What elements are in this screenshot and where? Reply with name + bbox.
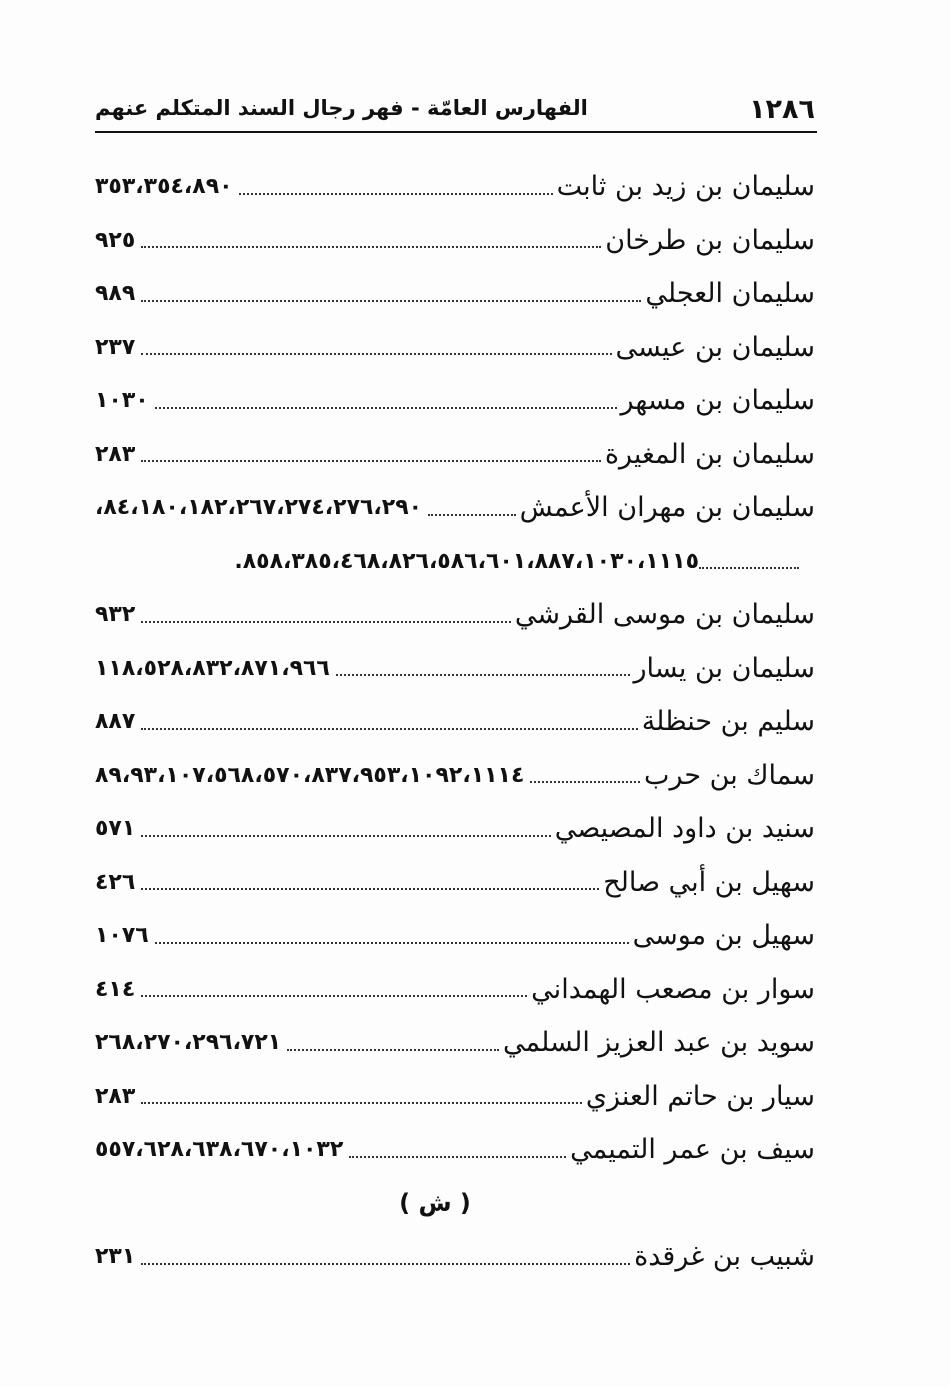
entry-pages: ٨٥٨،٣٨٥،٤٦٨،٨٢٦،٥٨٦،٦٠١،٨٨٧،١٠٣٠،١١١٥.	[234, 548, 699, 574]
entry-pages: ٥٥٧،٦٢٨،٦٣٨،٦٧٠،١٠٣٢	[95, 1137, 344, 1163]
entry-name: سليمان بن عيسى	[615, 331, 815, 363]
entry-pages: ٣٥٣،٣٥٤،٨٩٠	[95, 174, 233, 200]
dot-leader	[141, 460, 601, 462]
entry-name: سيف بن عمر التميمي	[570, 1134, 815, 1166]
entry-pages: ٩٨٩	[95, 281, 136, 307]
entry-name: سويد بن عبد العزيز السلمي	[502, 1027, 815, 1059]
entry-name: سليمان بن المغيرة	[604, 438, 815, 470]
entry-name: سهيل بن أبي صالح	[603, 866, 815, 898]
entry-name: سهيل بن موسى	[632, 920, 815, 952]
entry-name: سنيد بن داود المصيصي	[554, 813, 815, 845]
entry-pages: ٩٢٥	[95, 227, 136, 253]
entry-pages: ٤٢٦	[95, 869, 136, 895]
entry-pages: ٨٩،٩٣،١٠٧،٥٦٨،٥٧٠،٨٣٧،٩٥٣،١٠٩٢،١١١٤	[95, 762, 525, 788]
entry-name: سليمان بن طرخان	[605, 224, 815, 256]
index-entry	[95, 588, 815, 642]
index-entry	[95, 1123, 815, 1177]
entry-pages: ٢٨٣	[95, 1083, 136, 1109]
entry-name: سيار بن حاتم العنزي	[585, 1080, 815, 1112]
entry-name: سليمان بن مهران الأعمش	[519, 492, 815, 524]
index-entry	[95, 802, 815, 856]
entry-name: سليمان بن موسى القرشي	[514, 599, 815, 631]
entry-name: شبيب بن غرقدة	[634, 1241, 815, 1273]
header-rule	[95, 131, 817, 133]
index-entry	[95, 214, 815, 268]
entry-pages: ٨٨٧	[95, 709, 136, 735]
index-entry	[95, 481, 815, 535]
entry-pages: ٢٣٧	[95, 334, 136, 360]
index-entry	[95, 909, 815, 963]
dot-leader	[141, 621, 511, 623]
entry-name: سليمان بن زيد بن ثابت	[556, 171, 815, 203]
dot-leader	[155, 407, 617, 409]
dot-leader	[239, 193, 553, 195]
dot-leader	[141, 1263, 630, 1265]
page-number: ١٢٨٦	[749, 94, 815, 125]
dot-leader	[141, 1102, 582, 1104]
entry-pages: ١١٨،٥٢٨،٨٣٢،٨٧١،٩٦٦	[95, 655, 330, 681]
dot-leader	[428, 514, 516, 516]
index-entry	[95, 160, 815, 214]
running-title: الفهارس العامّة - فهر رجال السند المتكلم عنهم	[95, 96, 588, 120]
index-entry	[95, 374, 815, 428]
index-entry	[95, 642, 815, 696]
entry-name: سليمان بن يسار	[633, 652, 815, 684]
dot-leader	[530, 781, 640, 783]
index-entry	[95, 963, 815, 1017]
index-entry	[95, 321, 815, 375]
entry-name: سماك بن حرب	[644, 759, 815, 791]
dot-leader	[287, 1049, 499, 1051]
index-entry	[95, 856, 815, 910]
dot-leader	[141, 835, 550, 837]
dot-leader	[336, 674, 630, 676]
dot-leader	[141, 995, 527, 997]
dot-leader	[141, 728, 637, 730]
entry-pages: ٥٧١	[95, 816, 136, 842]
entry-pages: ٢٨٣	[95, 441, 136, 467]
entry-pages: ٢٦٨،٢٧٠،٢٩٦،٧٢١	[95, 1030, 282, 1056]
dot-leader	[155, 942, 629, 944]
entry-pages: ٩٣٢	[95, 602, 136, 628]
entry-name: سوار بن مصعب الهمداني	[531, 973, 815, 1005]
page-header	[95, 92, 815, 132]
dot-leader	[141, 246, 601, 248]
index-entry	[95, 1070, 815, 1124]
index-entry	[95, 428, 815, 482]
index-entry-continuation	[95, 535, 815, 589]
dot-leader	[141, 888, 599, 890]
dot-leader	[141, 353, 611, 355]
index-entry	[95, 1016, 815, 1070]
entry-pages: ١٠٧٦	[95, 923, 149, 949]
section-heading: ( ش )	[399, 1189, 471, 1218]
dot-leader	[699, 567, 799, 569]
entry-pages: ٨٤،١٨٠،١٨٢،٢٦٧،٢٧٤،٢٧٦،٢٩٠،	[95, 495, 423, 521]
index-entry	[95, 749, 815, 803]
index-entry	[95, 695, 815, 749]
entry-pages: ٢٣١	[95, 1244, 136, 1270]
entry-name: سليم بن حنظلة	[641, 706, 815, 738]
dot-leader	[349, 1156, 566, 1158]
entry-pages: ١٠٣٠	[95, 388, 149, 414]
entry-name: سليمان بن مسهر	[620, 385, 815, 417]
index-entries	[95, 160, 815, 1284]
entry-name: سليمان العجلي	[645, 278, 815, 310]
entry-pages: ٤١٤	[95, 976, 136, 1002]
dot-leader	[141, 300, 641, 302]
index-entry	[95, 267, 815, 321]
index-entry	[95, 1230, 815, 1284]
